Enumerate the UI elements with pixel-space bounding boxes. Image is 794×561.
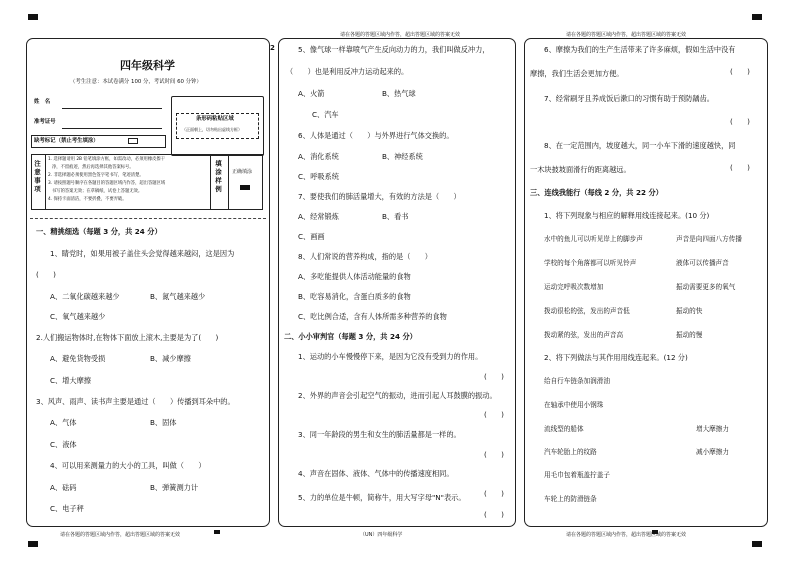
registration-mark-mid-left	[214, 530, 220, 534]
judge-7-text: 7、经常刷牙且养成饭后漱口的习惯有助于预防龋齿。	[544, 94, 714, 103]
match-1-left-1[interactable]: 水中的鱼儿可以听见岸上的脚步声	[544, 235, 643, 243]
exam-notice: （考生注意：本试卷满分 100 分，考试时间 60 分钟）	[70, 79, 202, 85]
q5-text-cont: （ ）也是利用反冲力运动起来的。	[286, 67, 409, 76]
footer-note-right: 请在各题的答题区域内作答，超出答题区域的答案无效	[566, 532, 687, 538]
fill-example-label: 填涂样例	[214, 160, 222, 194]
note-line-1: 1. 选择题请用 2B 铅笔填涂方框，如需改动，必须用橡皮擦干	[48, 157, 166, 162]
q7-option-c: C、画画	[298, 232, 325, 241]
match-1-right-1[interactable]: 声音是向四面八方传播	[676, 235, 742, 243]
judge-3-paren[interactable]: ( )	[484, 450, 504, 459]
registration-mark-bottom-left	[28, 541, 38, 547]
match-1-right-5[interactable]: 振动的慢	[676, 331, 703, 339]
judge-1-paren[interactable]: ( )	[484, 372, 504, 381]
name-label: 姓 名	[34, 99, 51, 105]
q6-text: 6、人体是通过（ ）与外界进行气体交换的。	[298, 131, 454, 140]
q3-option-b: B、固体	[150, 418, 177, 427]
q4-option-a: A、砝码	[50, 483, 77, 492]
q2-option-c: C、增大摩擦	[50, 376, 91, 385]
section-2-title: 二、小小审判官（每题 3 分，共 24 分）	[284, 332, 417, 341]
match-1-left-2[interactable]: 学校的每个角落都可以听见铃声	[544, 259, 637, 267]
q1-option-a: A、二氧化碳越来越少	[50, 292, 120, 301]
correct-fill-label: 正确填涂	[232, 169, 253, 175]
notes-divider-1	[45, 154, 46, 210]
match-2-title: 2、将下列做法与其作用用线连起来。(12 分)	[544, 353, 688, 362]
section-1-title: 一、精挑细选（每题 3 分，共 24 分）	[36, 227, 162, 236]
q8-option-c: C、吃比例合适，含有人体所需多种营养的食物	[298, 312, 447, 321]
q2-text: 2.人们搬运物体时,在物体下面放上滚木,主要是为了( )	[36, 333, 219, 342]
q3-option-c: C、液体	[50, 440, 77, 449]
q8-option-b: B、吃容易消化，含蛋白质多的食物	[298, 292, 411, 301]
match-1-left-5[interactable]: 拨动紧的弦，发出的声音高	[544, 331, 624, 339]
section-3-title: 三、连线我能行（每线 2 分，共 22 分）	[530, 188, 663, 197]
absent-box-frame	[31, 135, 166, 148]
q3-option-a: A、气体	[50, 418, 77, 427]
q7-option-a: A、经常锻炼	[298, 212, 339, 221]
notes-divider-2	[210, 154, 211, 210]
note-line-4: 3. 请按照题号顺序在各题目的答题区域内作答，超出答题区域	[48, 181, 166, 186]
footer-note-left: 请在各题的答题区域内作答，超出答题区域的答案无效	[60, 532, 181, 538]
name-underline	[62, 108, 162, 109]
match-2-left-3[interactable]: 流线型的船体	[544, 425, 584, 433]
match-2-left-6[interactable]: 车轮上的防滑链条	[544, 495, 597, 503]
q4-option-c: C、电子秤	[50, 504, 84, 513]
absent-label: 缺考标记（禁止考生填涂）	[34, 138, 99, 144]
q5-option-c: C、汽车	[312, 110, 339, 119]
judge-6-text: 6、摩擦为我们的生产生活带来了许多麻烦，假如生活中没有	[544, 45, 736, 54]
match-2-right-1[interactable]: 增大摩擦力	[696, 425, 729, 433]
registration-mark-top-left	[28, 14, 38, 20]
match-2-left-4[interactable]: 汽车轮胎上的纹路	[544, 448, 597, 456]
page-mark: 2	[270, 44, 275, 52]
note-line-6: 4. 保持卡面清洁，不要折叠，不要弄破。	[48, 197, 127, 202]
judge-5-text: 5、力的单位是牛顿，简称牛，用大写字母"N"表示。	[298, 493, 466, 502]
footer-center: （UN）四年级科学	[360, 532, 403, 538]
judge-2-text: 2、外界的声音会引起空气的振动，进而引起人耳鼓膜的振动。	[298, 391, 497, 400]
q8-text: 8、人们常说的营养构成，指的是（ ）	[298, 252, 432, 261]
match-1-right-2[interactable]: 液体可以传播声音	[676, 259, 729, 267]
judge-6-text-cont: 摩擦，我们生活会更加方便。	[530, 69, 624, 78]
header-note-middle: 请在各题的答题区域内作答，超出答题区域的答案无效	[340, 32, 461, 38]
judge-1-text: 1、运动的小车慢慢停下来，是因为它没有受到力的作用。	[298, 352, 483, 361]
match-1-title: 1、将下列现象与相应的解释用线连接起来。(10 分)	[544, 211, 710, 220]
q5-text: 5、像气球一样靠喷气产生反向动力的力，我们叫做反冲力，	[298, 45, 490, 54]
q3-text: 3、风声、雨声、读书声主要是通过（ ）传播到耳朵中的。	[36, 397, 235, 406]
id-underline	[62, 128, 162, 129]
judge-8-text-cont: 一木块披坡面滑行的距离越远。	[530, 165, 631, 174]
barcode-title: 条形码粘贴区域	[196, 116, 234, 122]
left-separator	[30, 218, 266, 219]
judge-4-text: 4、声音在固体、液体、气体中的传播速度相同。	[298, 469, 454, 478]
match-1-right-4[interactable]: 振动的快	[676, 307, 703, 315]
q1-option-c: C、氧气越来越少	[50, 312, 106, 321]
judge-7-paren[interactable]: ( )	[730, 117, 750, 126]
q7-text: 7、要使我们的肺活量增大，有效的方法是（ ）	[298, 192, 461, 201]
q4-text: 4、可以用来测量力的大小的工具，叫做（ ）	[50, 461, 206, 470]
match-1-right-3[interactable]: 振动需要更多的氧气	[676, 283, 736, 291]
match-2-right-2[interactable]: 减小摩擦力	[696, 448, 729, 456]
note-line-2: 净，不留痕迹，然后再选择其他答案标号。	[52, 165, 134, 170]
correct-fill-sample	[240, 185, 250, 190]
match-2-left-1[interactable]: 给自行车链条加润滑油	[544, 377, 610, 385]
header-note-right: 请在各题的答题区域内作答，超出答题区域的答案无效	[566, 32, 687, 38]
q1-option-b: B、氮气越来越少	[150, 292, 206, 301]
judge-5-paren[interactable]: ( )	[484, 510, 504, 519]
registration-mark-top-right	[752, 14, 762, 20]
judge-8-text: 8、在一定范围内，坡度越大，同一小车下滑的速度越快，同	[544, 141, 736, 150]
q6-option-b: B、神经系统	[382, 152, 423, 161]
q5-option-b: B、热气球	[382, 89, 416, 98]
match-2-left-5[interactable]: 用毛巾包着瓶盖拧盖子	[544, 471, 610, 479]
judge-2-paren[interactable]: ( )	[484, 410, 504, 419]
q6-option-a: A、消化系统	[298, 152, 339, 161]
match-2-left-2[interactable]: 在轴承中使用小钢珠	[544, 401, 604, 409]
notes-label: 注意事项	[33, 160, 41, 194]
judge-3-text: 3、同一年龄段的男生和女生的肺活量都是一样的。	[298, 430, 461, 439]
q1-answer-paren[interactable]: ( )	[36, 270, 56, 279]
q4-option-b: B、弹簧测力计	[150, 483, 199, 492]
match-1-left-3[interactable]: 运动完呼吸次数增加	[544, 283, 604, 291]
judge-8-paren[interactable]: ( )	[730, 163, 750, 172]
q2-option-b: B、减少摩擦	[150, 354, 191, 363]
id-label: 准考证号	[34, 119, 56, 125]
barcode-sub: （正面朝上，切勿贴出虚线方框）	[182, 127, 242, 132]
q7-option-b: B、看书	[382, 212, 409, 221]
judge-4-paren[interactable]: ( )	[484, 489, 504, 498]
exam-title: 四年级科学	[120, 59, 175, 72]
match-1-left-4[interactable]: 拨动很松的弦，发出的声音低	[544, 307, 630, 315]
judge-6-paren[interactable]: ( )	[730, 67, 750, 76]
q1-text: 1、睛党时，如果用被子盖住头会觉得越来越闷，这是因为	[50, 249, 235, 258]
q8-option-a: A、多吃能提供人体活动能量的食物	[298, 272, 411, 281]
notes-divider-3	[228, 154, 229, 210]
note-line-3: 2. 非选择题必须使用黑色签字笔书写，笔迹清楚。	[48, 173, 144, 178]
q5-option-a: A、火箭	[298, 89, 325, 98]
q2-option-a: A、避免货物受损	[50, 354, 106, 363]
q6-option-c: C、呼吸系统	[298, 172, 339, 181]
note-line-5: 书写的答案无效；在草稿纸、试卷上答题无效。	[52, 189, 143, 194]
registration-mark-bottom-right	[752, 541, 762, 547]
